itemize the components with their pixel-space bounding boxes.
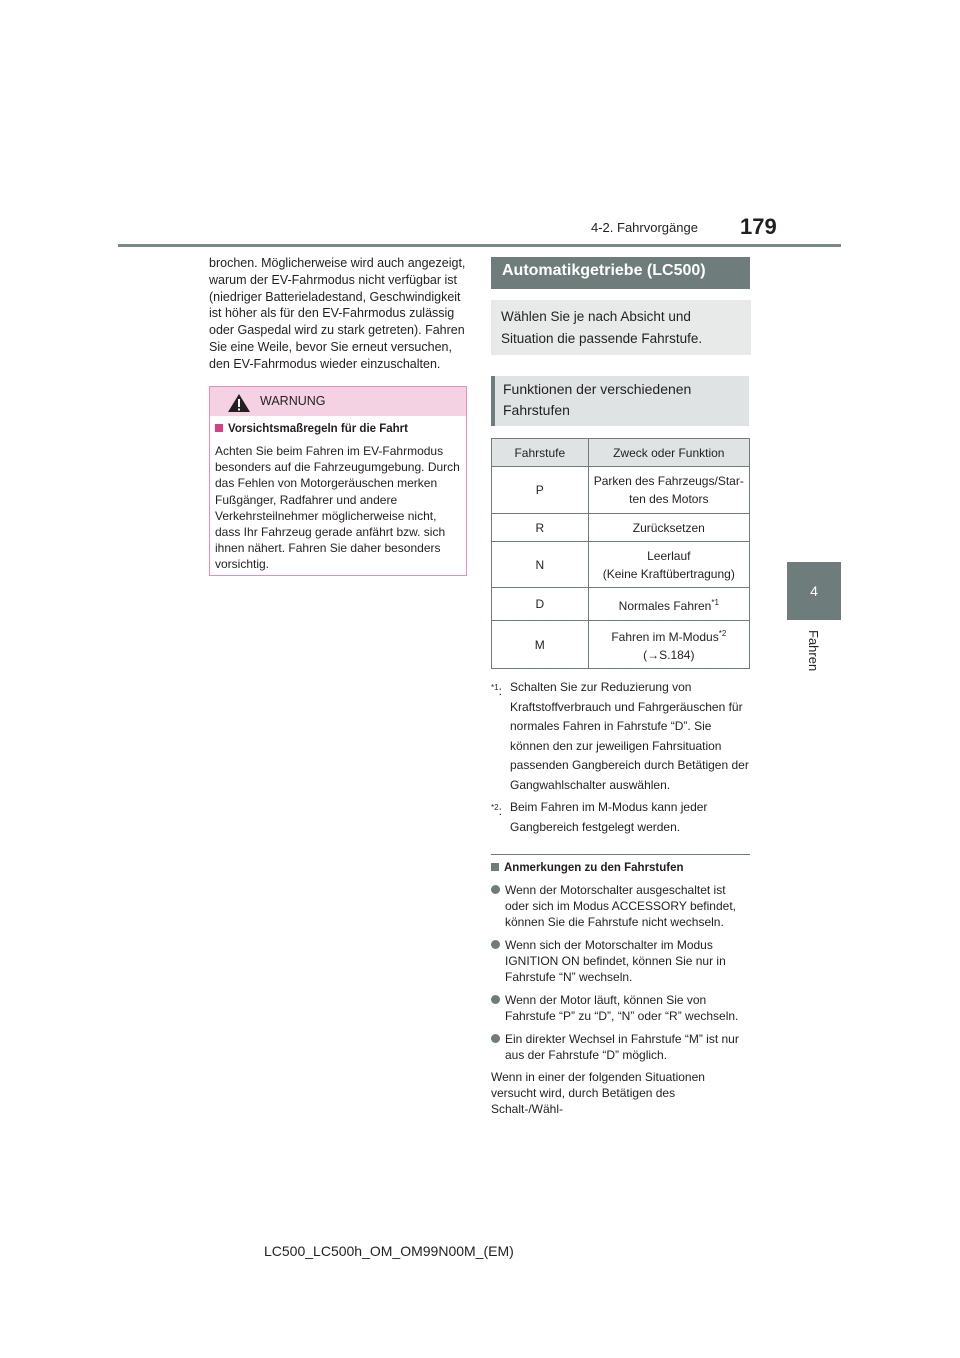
function-cell	[588, 514, 749, 542]
function-cell	[588, 621, 749, 669]
warning-subtitle: Vorsichtsmaßregeln für die Fahrt	[228, 423, 408, 435]
gear-cell: P	[492, 467, 589, 514]
function-line-with-note	[589, 594, 749, 615]
warning-header	[210, 387, 466, 416]
notes-heading: Anmerkungen zu den Fahrstufen	[504, 862, 684, 874]
note-item	[491, 1031, 749, 1063]
table-row	[492, 588, 750, 621]
note-item	[491, 882, 749, 931]
footnote-text: Beim Fahren im M-Modus kann jeder Gangbereich festgelegt werden.	[510, 800, 708, 834]
footnote-ref: *2	[718, 629, 727, 638]
function-line: Normales Fahren	[618, 598, 712, 613]
page-number: 179	[740, 214, 777, 239]
note-text: Wenn der Motor läuft, können Sie von Fahrstufe “P” zu “D”, “N” oder “R” wechseln.	[505, 993, 739, 1024]
bullet-dot-icon	[491, 995, 500, 1004]
function-cell	[588, 588, 749, 621]
function-cell	[588, 467, 749, 514]
function-line: Zurücksetzen	[632, 520, 705, 535]
bullet-dot-icon	[491, 940, 500, 949]
warning-text: Achten Sie beim Fahren im EV-Fahrmodus besonders auf die Fahrzeugumgebung. Durch das Fehlen von Motorgeräuschen merken Fußgänger, Radfahrer und andere Verkehrsteilnehmer möglicherweise nicht, dass Ihr Fahrzeug gerade anfährt bzw. sich ihnen nähert. Fahren Sie daher besonders vorsichtig.	[215, 444, 460, 572]
gear-cell: D	[492, 588, 589, 621]
subsection-box	[491, 376, 749, 426]
table-row	[492, 514, 750, 542]
section-heading: 4-2. Fahrvorgänge	[591, 220, 698, 235]
function-cell	[588, 542, 749, 588]
table-header-gear: Fahrstufe	[492, 439, 589, 467]
square-bullet-icon	[215, 424, 223, 432]
bullet-dot-icon	[491, 885, 500, 894]
gear-cell: M	[492, 621, 589, 669]
footnote-mark: $^{*1}$:	[491, 683, 502, 698]
gear-cell: N	[492, 542, 589, 588]
footnote-1	[491, 678, 749, 795]
gear-table	[491, 438, 750, 669]
table-header-row	[492, 439, 750, 467]
section-title-bar	[491, 257, 750, 289]
notes-divider	[491, 854, 750, 855]
intro-paragraph: brochen. Möglicherweise wird auch angezeigt, warum der EV-Fahrmodus nicht verfügbar ist (niedriger Batterieladestand, Geschwindigkeit ist höher als für den EV-Fahrmodus zulässig oder Gaspedal wird zu stark getreten). Fahren Sie eine Weile, bevor Sie erneut versuchen, den EV-Fahrmodus wieder einzuschalten.	[209, 256, 466, 371]
chapter-label-wrap	[787, 630, 841, 690]
warning-box	[209, 386, 467, 576]
note-text: Wenn sich der Motorschalter im Modus IGNITION ON befindet, können Sie nur in Fahrstufe “N” wechseln.	[505, 938, 726, 985]
footnote-ref: *1	[711, 597, 719, 607]
page-reference: (→S.184)	[643, 648, 695, 662]
warning-title: WARNUNG	[260, 394, 326, 408]
section-intro-box	[491, 300, 751, 355]
warning-triangle-icon	[227, 393, 251, 413]
chapter-number: 4	[810, 583, 818, 599]
subsection-title: Funktionen der verschiedenen Fahrstufen	[503, 381, 692, 418]
subsection-accent	[491, 376, 495, 426]
function-line: Leerlauf	[647, 548, 691, 563]
table-row	[492, 542, 750, 588]
note-text: Wenn der Motorschalter ausgeschaltet ist oder sich im Modus ACCESSORY befindet, können Sie die Fahrstufe nicht wechseln.	[505, 883, 736, 930]
function-line: Fahren im M-Modus	[611, 630, 719, 644]
header-divider	[118, 244, 841, 247]
square-bullet-icon	[491, 863, 499, 871]
function-line: Parken des Fahrzeugs/Star-	[593, 474, 744, 488]
function-line: (Keine Kraftübertragung)	[602, 566, 735, 581]
document-code: LC500_LC500h_OM_OM99N00M_(EM)	[264, 1243, 514, 1259]
bullet-dot-icon	[491, 1034, 500, 1043]
note-item	[491, 937, 749, 986]
table-row	[492, 621, 750, 669]
section-title: Automatikgetriebe (LC500)	[502, 262, 706, 279]
chapter-label: Fahren	[806, 630, 821, 672]
footnote-mark: $^{*2}$:	[491, 803, 502, 818]
table-header-function: Zweck oder Funktion	[588, 439, 749, 467]
note-text: Ein direkter Wechsel in Fahrstufe “M” ist nur aus der Fahrstufe “D” möglich.	[505, 1032, 739, 1063]
footnote-text: Schalten Sie zur Reduzierung von Kraftstoffverbrauch und Fahrgeräuschen für normales Fahren in Fahrstufe “D”. Sie können den zur jeweiligen Fahrsituation passenden Gangbereich durch Betätigen der Gangwahlschalter auswählen.	[510, 680, 749, 792]
notes-heading-row	[491, 862, 684, 874]
note-item	[491, 992, 749, 1024]
chapter-tab	[787, 562, 841, 620]
closing-paragraph: Wenn in einer der folgenden Situationen versucht wird, durch Betätigen des Schalt-/Wähl-	[491, 1070, 705, 1117]
footnote-2	[491, 798, 749, 837]
function-line: ten des Motors	[629, 492, 709, 506]
warning-subtitle-row	[215, 423, 408, 435]
function-line-with-note	[589, 625, 749, 646]
table-row	[492, 467, 750, 514]
section-intro: Wählen Sie je nach Absicht und Situation die passende Fahrstufe.	[501, 309, 703, 346]
gear-cell: R	[492, 514, 589, 542]
